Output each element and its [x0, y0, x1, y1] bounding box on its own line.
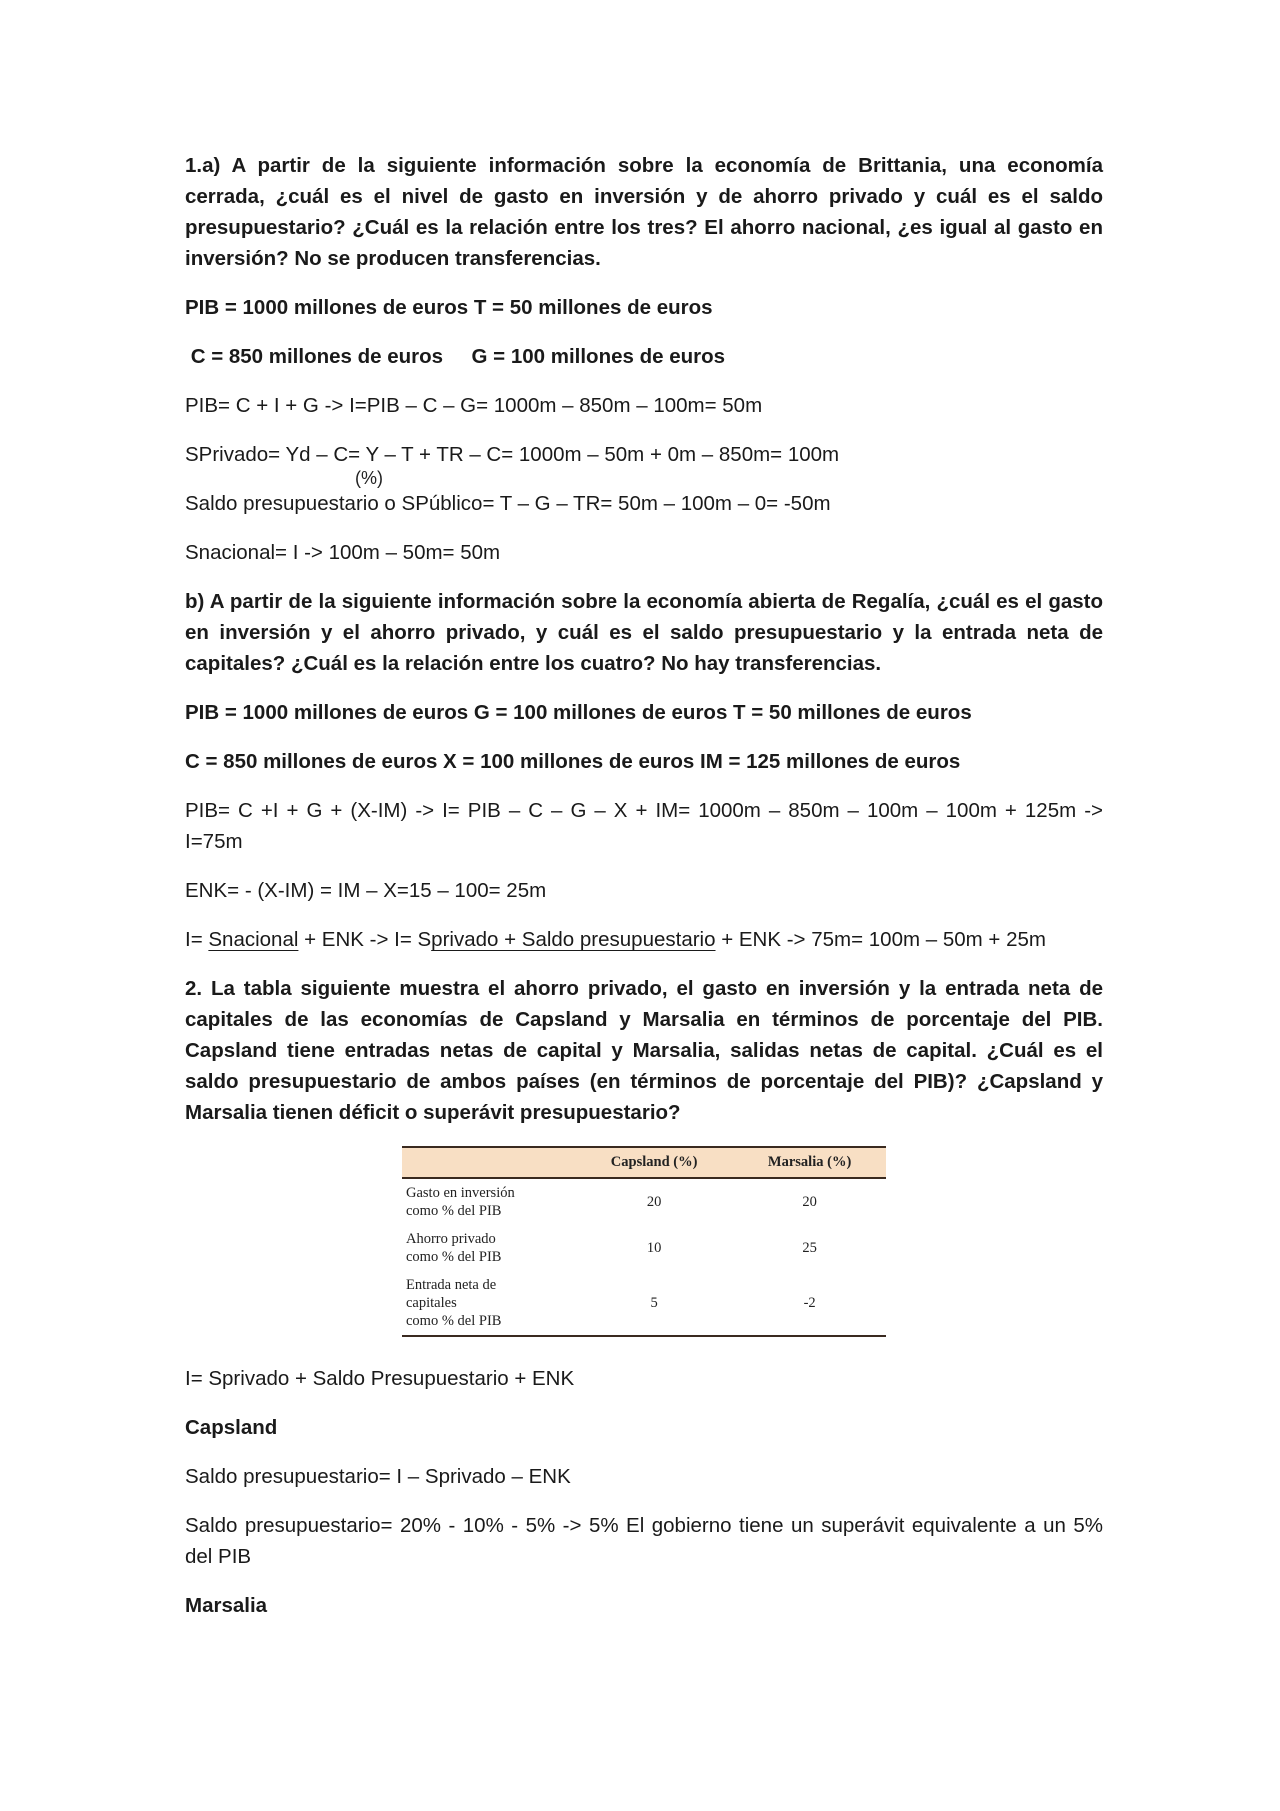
question-1a: 1.a) A partir de la siguiente información sobre la economía de Brittania, una economía cerrada, ¿cuál es el nivel de gasto en inversión y de ahorro privado y cuál es el saldo presupuestario? ¿Cuál es la relación entre los tres? El ahorro nacional, ¿es igual al gasto en inversión? No se producen transferencias.	[185, 154, 1103, 270]
q1b-data-line-2: C = 850 millones de euros X = 100 millones de euros IM = 125 millones de euros	[185, 750, 961, 773]
table-header-marsalia: Marsalia (%)	[733, 1147, 886, 1178]
table-header-row	[402, 1147, 886, 1178]
q1b-equation-enk: ENK= - (X-IM) = IM – X=15 – 100= 25m	[185, 879, 547, 902]
capsland-equation-2: Saldo presupuestario= 20% - 10% - 5% -> 5% El gobierno tiene un superávit equivalente a un 5% del PIB	[185, 1514, 1103, 1568]
table-cell-capsland: 10	[646, 1240, 662, 1256]
table-header-capsland: Capsland (%)	[575, 1147, 733, 1178]
table-row-label: Entrada neta de capitales como % del PIB	[402, 1271, 575, 1336]
identity-part-c: + ENK -> I= S	[298, 928, 432, 951]
q1a-equation-investment: PIB= C + I + G -> I=PIB – C – G= 1000m – 850m – 100m= 50m	[185, 394, 763, 417]
q2-identity: I= Sprivado + Saldo Presupuestario + ENK	[185, 1367, 575, 1390]
q1a-equation-national-saving: Snacional= I -> 100m – 50m= 50m	[185, 541, 501, 564]
table-cell-capsland: 5	[575, 1271, 733, 1336]
table-cell-marsalia: 25	[802, 1240, 817, 1256]
handwritten-mark: (%)	[355, 468, 383, 488]
table-header-empty	[402, 1147, 575, 1178]
table-row-label: Ahorro privado como % del PIB	[406, 1231, 502, 1265]
q1a-data-line-1: PIB = 1000 millones de euros T = 50 millones de euros	[185, 296, 713, 319]
table-cell-marsalia: 20	[802, 1194, 817, 1210]
identity-part-e: + ENK -> 75m= 100m – 50m + 25m	[715, 928, 1046, 951]
table-cell-capsland: 20	[646, 1194, 662, 1210]
table-cell-marsalia: -2	[733, 1271, 886, 1336]
document-page	[185, 150, 1103, 1639]
savings-table	[402, 1146, 886, 1337]
table-row	[402, 1271, 886, 1336]
question-1b: b) A partir de la siguiente información sobre la economía abierta de Regalía, ¿cuál es el gasto en inversión y el ahorro privado, y cuál es el saldo presupuestario y la entrada neta de capitales? ¿Cuál es la relación entre los cuatro? No hay transferencias.	[185, 590, 1103, 675]
question-2: 2. La tabla siguiente muestra el ahorro privado, el gasto en inversión y la entrada neta de capitales de las economías de Capsland y Marsalia en términos de porcentaje del PIB. Capsland tiene entradas netas de capital y Marsalia, salidas netas de capital. ¿Cuál es el saldo presupuestario de ambos países (en términos de porcentaje del PIB)? ¿Capsland y Marsalia tienen déficit o superávit presupuestario?	[185, 977, 1103, 1124]
capsland-heading: Capsland	[185, 1416, 278, 1439]
savings-table-wrapper	[402, 1146, 886, 1337]
q1b-equation-investment: PIB= C +I + G + (X-IM) -> I= PIB – C – G – X + IM= 1000m – 850m – 100m – 100m + 125m -> I=75m	[185, 799, 1103, 853]
identity-snacional-underlined: Snacional	[208, 928, 299, 951]
q1b-data-line-1: PIB = 1000 millones de euros G = 100 millones de euros T = 50 millones de euros	[185, 701, 972, 724]
table-row-label: Gasto en inversión como % del PIB	[406, 1185, 515, 1219]
identity-part-a: I=	[185, 928, 209, 951]
table-row	[402, 1225, 886, 1271]
q1a-data-line-2: C = 850 millones de euros G = 100 millones de euros	[185, 345, 726, 368]
q1a-equation-private-saving: SPrivado= Yd – C= Y – T + TR – C= 1000m – 50m + 0m – 850m= 100m	[185, 443, 840, 466]
q1a-equation-budget-balance: Saldo presupuestario o SPúblico= T – G – TR= 50m – 100m – 0= -50m	[185, 492, 831, 515]
table-row	[402, 1178, 886, 1225]
marsalia-heading: Marsalia	[185, 1594, 268, 1617]
identity-sprivado-underlined: privado + Saldo presupuestario	[431, 928, 716, 951]
q1b-equation-identity	[185, 924, 1103, 955]
capsland-equation-1: Saldo presupuestario= I – Sprivado – ENK	[185, 1465, 571, 1488]
